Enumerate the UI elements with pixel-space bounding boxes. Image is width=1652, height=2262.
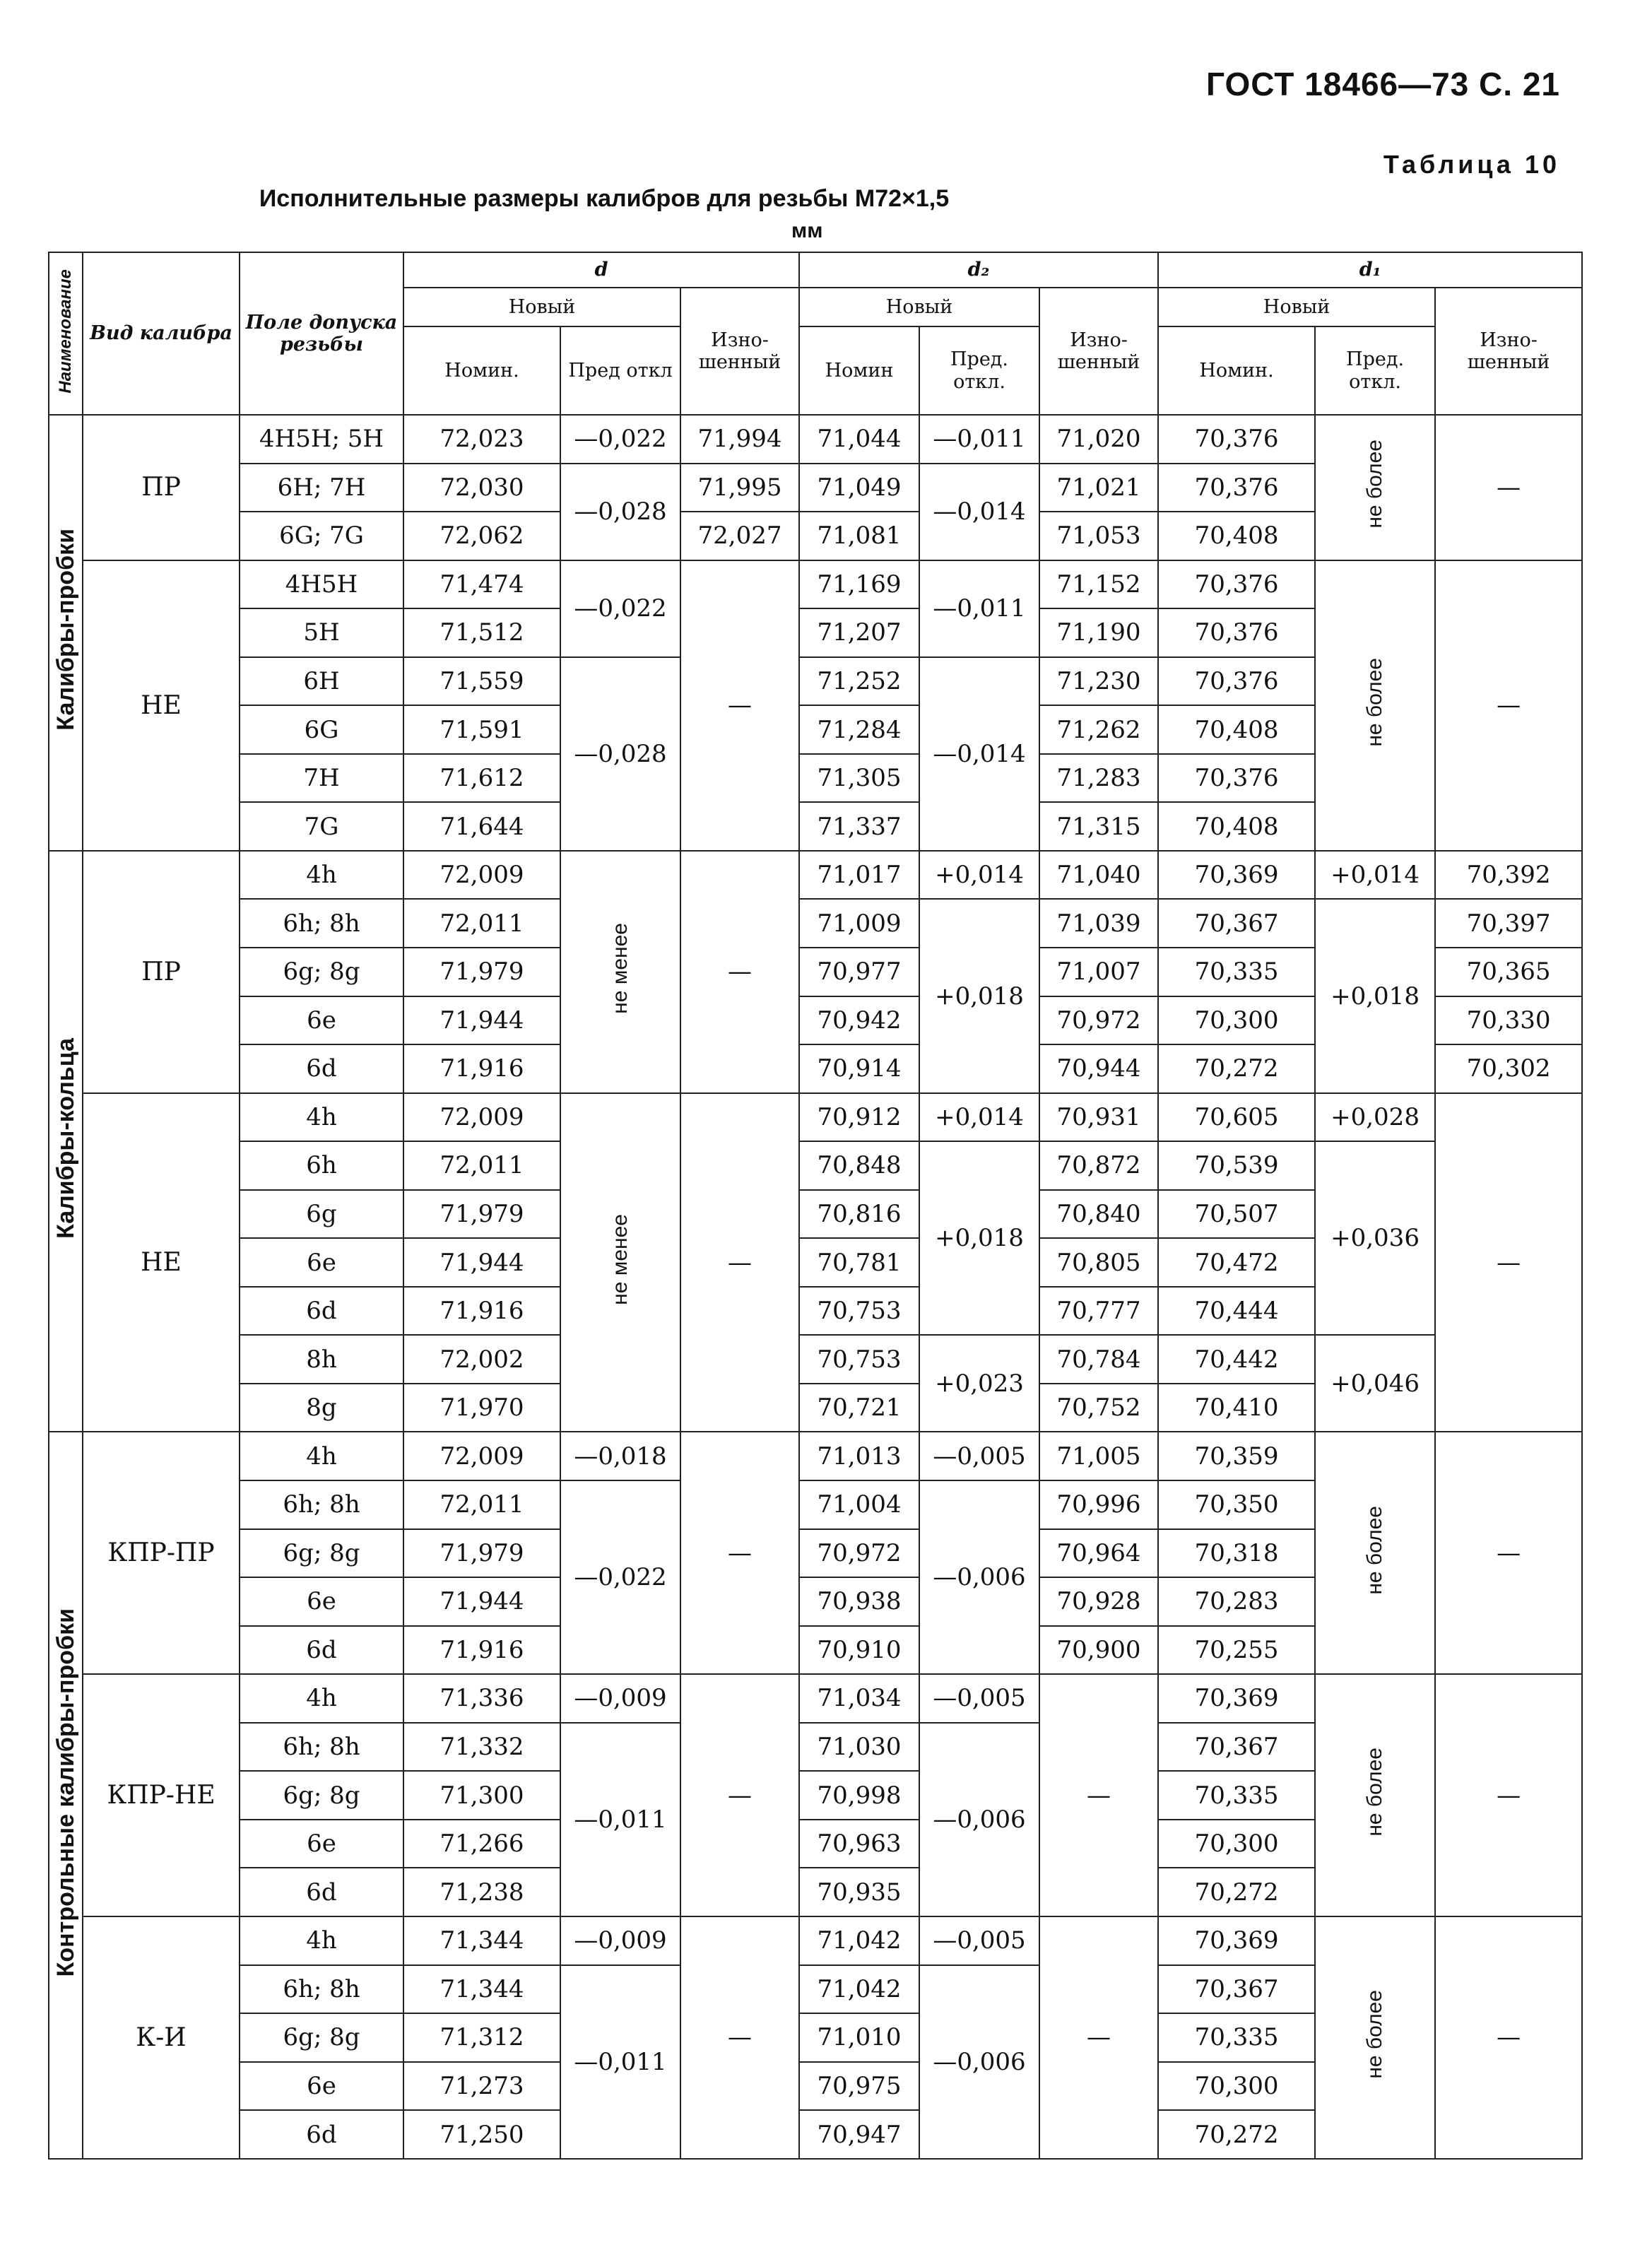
table-row [49, 1335, 1582, 1384]
cell-d-nom: 71,512 [403, 608, 560, 657]
cell-d-worn: — [680, 1916, 799, 2159]
cell-d1-worn: 70,392 [1435, 851, 1582, 900]
cell-d2-nom: 70,721 [799, 1384, 919, 1432]
cell-d2-nom: 70,947 [799, 2110, 919, 2159]
cell-d1-nom: 70,376 [1158, 560, 1315, 609]
cell-d1-worn: — [1435, 560, 1582, 851]
cell-d2-nom: 70,816 [799, 1190, 919, 1239]
cell-d2-nom: 70,977 [799, 948, 919, 996]
cell-d1-nom: 70,335 [1158, 948, 1315, 996]
col-header-pole: Поле допуска резьбы [240, 252, 403, 415]
cell-d2-nom: 71,207 [799, 608, 919, 657]
cell-pole: 6h; 8h [240, 1480, 403, 1529]
cell-d-nom: 72,030 [403, 464, 560, 512]
cell-d2-nom: 70,910 [799, 1626, 919, 1675]
cell-d2-nom: 71,042 [799, 1916, 919, 1965]
cell-pole: 6e [240, 996, 403, 1045]
cell-pole: 4h [240, 1093, 403, 1142]
cell-d-nom: 71,336 [403, 1674, 560, 1723]
cell-d2-nom: 71,030 [799, 1723, 919, 1772]
cell-d-nom: 71,273 [403, 2062, 560, 2111]
group-label-probki: Калибры-пробки [49, 415, 83, 851]
cell-d-nom: 71,944 [403, 1238, 560, 1287]
cell-d2-nom: 71,034 [799, 1674, 919, 1723]
table-row [49, 899, 1582, 948]
cell-d1-nom: 70,350 [1158, 1480, 1315, 1529]
cell-d1-worn: 70,302 [1435, 1044, 1582, 1093]
cell-d2-worn: 70,784 [1039, 1335, 1158, 1384]
cell-d-nom: 72,062 [403, 512, 560, 560]
cell-d2-pred: —0,006 [919, 1480, 1039, 1674]
cell-d-nom: 71,979 [403, 1190, 560, 1239]
cell-d2-worn: 71,020 [1039, 415, 1158, 464]
cell-d-nom: 71,916 [403, 1044, 560, 1093]
cell-pole: 8h [240, 1335, 403, 1384]
cell-d2-nom: 71,017 [799, 851, 919, 900]
cell-d2-nom: 71,081 [799, 512, 919, 560]
cell-d-worn: — [680, 1093, 799, 1432]
cell-d-nom: 71,474 [403, 560, 560, 609]
cell-d1-nom: 70,444 [1158, 1287, 1315, 1336]
cell-d-nom: 72,011 [403, 1480, 560, 1529]
cell-pole: 7G [240, 802, 403, 851]
col-header-d2: d₂ [799, 252, 1158, 288]
cell-d2-worn: 71,053 [1039, 512, 1158, 560]
cell-d2-nom: 70,914 [799, 1044, 919, 1093]
cell-d2-pred: —0,006 [919, 1965, 1039, 2160]
cell-d1-nom: 70,335 [1158, 2013, 1315, 2062]
cell-d2-worn: 70,872 [1039, 1141, 1158, 1190]
cell-d-nom: 71,312 [403, 2013, 560, 2062]
cell-d2-nom: 70,753 [799, 1335, 919, 1384]
cell-pole: 6e [240, 1238, 403, 1287]
col-header-d1: d₁ [1158, 252, 1582, 288]
cell-pole: 6d [240, 1868, 403, 1916]
cell-d1-pred: +0,028 [1315, 1093, 1435, 1142]
cell-d1-nom: 70,472 [1158, 1238, 1315, 1287]
col-header-d-new: Новый [403, 288, 680, 326]
col-header-d-pred: Пред откл [560, 326, 680, 415]
cell-d2-worn: — [1039, 1916, 1158, 2159]
table-row [49, 1093, 1582, 1142]
cell-d-pred: —0,022 [560, 415, 680, 464]
cell-d1-nom: 70,605 [1158, 1093, 1315, 1142]
cell-d2-worn: 71,021 [1039, 464, 1158, 512]
table-row [49, 415, 1582, 464]
cell-d1-nom: 70,369 [1158, 1916, 1315, 1965]
cell-d-nom: 72,023 [403, 415, 560, 464]
cell-d2-pred: +0,014 [919, 1093, 1039, 1142]
cell-d-nom: 71,559 [403, 657, 560, 706]
cell-d2-nom: 71,284 [799, 705, 919, 754]
note-ne-bolee: не более [1315, 415, 1435, 560]
col-header-d1-pred: Пред. откл. [1315, 326, 1435, 415]
cell-d2-worn: — [1039, 1674, 1158, 1916]
note-ne-bolee: не более [1315, 1916, 1435, 2159]
cell-d1-nom: 70,442 [1158, 1335, 1315, 1384]
cell-d-nom: 71,300 [403, 1771, 560, 1820]
cell-d1-worn: 70,330 [1435, 996, 1582, 1045]
cell-d-nom: 71,612 [403, 754, 560, 803]
table-row [49, 1916, 1582, 1965]
cell-pole: 4h [240, 1916, 403, 1965]
cell-pole: 6h; 8h [240, 1965, 403, 2014]
col-header-d2-pred: Пред. откл. [919, 326, 1039, 415]
cell-d2-worn: 71,262 [1039, 705, 1158, 754]
table-row [49, 560, 1582, 609]
col-header-d2-nom: Номин [799, 326, 919, 415]
cell-d2-pred: +0,023 [919, 1335, 1039, 1432]
kind-label: КПР-ПР [83, 1432, 240, 1674]
cell-pole: 7H [240, 754, 403, 803]
cell-d2-nom: 71,044 [799, 415, 919, 464]
cell-d2-worn: 70,964 [1039, 1529, 1158, 1578]
table-row [49, 1141, 1582, 1190]
col-header-d2-worn: Изно-шенный [1039, 288, 1158, 415]
cell-d-nom: 71,916 [403, 1287, 560, 1336]
cell-d2-worn: 70,840 [1039, 1190, 1158, 1239]
cell-d2-pred: —0,005 [919, 1674, 1039, 1723]
note-ne-menee: не менее [560, 851, 680, 1093]
cell-pole: 6H [240, 657, 403, 706]
note-ne-menee: не менее [560, 1093, 680, 1432]
kind-label: НЕ [83, 1093, 240, 1432]
cell-d-pred: —0,011 [560, 1723, 680, 1916]
cell-d2-nom: 71,042 [799, 1965, 919, 2014]
cell-pole: 4h [240, 1674, 403, 1723]
cell-d1-nom: 70,272 [1158, 1044, 1315, 1093]
cell-d-pred: —0,009 [560, 1674, 680, 1723]
cell-d-nom: 71,916 [403, 1626, 560, 1675]
cell-d2-worn: 71,005 [1039, 1432, 1158, 1480]
cell-d-nom: 71,644 [403, 802, 560, 851]
cell-pole: 4H5H; 5H [240, 415, 403, 464]
cell-d1-nom: 70,300 [1158, 996, 1315, 1045]
table-row [49, 1674, 1582, 1723]
cell-d1-worn: — [1435, 1674, 1582, 1916]
cell-d-nom: 71,238 [403, 1868, 560, 1916]
table-number-label: Таблица 10 [1383, 150, 1560, 179]
cell-d-nom: 72,011 [403, 899, 560, 948]
note-ne-bolee: не более [1315, 560, 1435, 851]
cell-pole: 6h [240, 1141, 403, 1190]
kind-label: ПР [83, 851, 240, 1093]
cell-pole: 6g; 8g [240, 2013, 403, 2062]
cell-d2-nom: 70,998 [799, 1771, 919, 1820]
cell-d1-nom: 70,376 [1158, 657, 1315, 706]
cell-d1-nom: 70,408 [1158, 705, 1315, 754]
cell-pole: 6h; 8h [240, 1723, 403, 1772]
cell-d2-worn: 71,230 [1039, 657, 1158, 706]
cell-d-worn: — [680, 560, 799, 851]
cell-pole: 6d [240, 1044, 403, 1093]
cell-pole: 6h; 8h [240, 899, 403, 948]
cell-d2-worn: 71,040 [1039, 851, 1158, 900]
cell-pole: 6d [240, 1287, 403, 1336]
cell-d1-worn: — [1435, 1916, 1582, 2159]
col-header-d1-worn: Изно-шенный [1435, 288, 1582, 415]
cell-pole: 6H; 7H [240, 464, 403, 512]
cell-d2-pred: —0,005 [919, 1916, 1039, 1965]
cell-d2-worn: 71,152 [1039, 560, 1158, 609]
gauge-dimensions-table [48, 252, 1583, 2160]
cell-d2-worn: 71,039 [1039, 899, 1158, 948]
cell-d2-worn: 71,190 [1039, 608, 1158, 657]
col-header-d-worn: Изно-шенный [680, 288, 799, 415]
cell-d-nom: 72,011 [403, 1141, 560, 1190]
cell-d-nom: 72,009 [403, 851, 560, 900]
cell-d2-worn: 71,315 [1039, 802, 1158, 851]
cell-pole: 6d [240, 2110, 403, 2159]
cell-d2-worn: 70,805 [1039, 1238, 1158, 1287]
cell-d1-nom: 70,376 [1158, 464, 1315, 512]
cell-pole: 4h [240, 1432, 403, 1480]
note-ne-bolee: не более [1315, 1674, 1435, 1916]
cell-pole: 6G [240, 705, 403, 754]
cell-d-nom: 71,944 [403, 996, 560, 1045]
cell-d-nom: 71,591 [403, 705, 560, 754]
cell-pole: 4h [240, 851, 403, 900]
cell-d1-nom: 70,376 [1158, 754, 1315, 803]
kind-label: К-И [83, 1916, 240, 2159]
cell-d-nom: 71,944 [403, 1577, 560, 1626]
cell-d2-nom: 71,009 [799, 899, 919, 948]
cell-d1-worn: 70,397 [1435, 899, 1582, 948]
cell-d1-nom: 70,300 [1158, 1820, 1315, 1868]
cell-d2-pred: +0,018 [919, 1141, 1039, 1335]
col-header-d: d [403, 252, 799, 288]
cell-d2-nom: 71,305 [799, 754, 919, 803]
cell-pole: 5H [240, 608, 403, 657]
cell-d2-pred: —0,005 [919, 1432, 1039, 1480]
cell-d-nom: 71,332 [403, 1723, 560, 1772]
cell-d2-worn: 70,972 [1039, 996, 1158, 1045]
cell-d1-nom: 70,255 [1158, 1626, 1315, 1675]
cell-d2-nom: 71,010 [799, 2013, 919, 2062]
table-row [49, 851, 1582, 900]
cell-d1-nom: 70,272 [1158, 2110, 1315, 2159]
cell-d2-nom: 71,252 [799, 657, 919, 706]
cell-d2-pred: —0,011 [919, 560, 1039, 657]
units-label: мм [791, 219, 823, 242]
cell-d1-nom: 70,408 [1158, 512, 1315, 560]
cell-d-pred: —0,028 [560, 657, 680, 851]
cell-d-pred: —0,028 [560, 464, 680, 560]
col-header-naimenovanie: Наименование [49, 252, 83, 415]
cell-d1-nom: 70,410 [1158, 1384, 1315, 1432]
cell-d1-nom: 70,335 [1158, 1771, 1315, 1820]
cell-d2-nom: 71,169 [799, 560, 919, 609]
cell-d2-pred: +0,014 [919, 851, 1039, 900]
kind-label: НЕ [83, 560, 240, 851]
cell-d2-nom: 70,963 [799, 1820, 919, 1868]
cell-d2-nom: 70,753 [799, 1287, 919, 1336]
cell-d-worn: — [680, 1432, 799, 1674]
cell-d1-nom: 70,539 [1158, 1141, 1315, 1190]
cell-d2-worn: 70,931 [1039, 1093, 1158, 1142]
cell-pole: 6g; 8g [240, 948, 403, 996]
cell-d-pred: —0,022 [560, 1480, 680, 1674]
group-label-koltsa: Калибры-кольца [49, 851, 83, 1432]
cell-d1-pred: +0,018 [1315, 899, 1435, 1092]
cell-d1-nom: 70,369 [1158, 851, 1315, 900]
cell-d2-nom: 70,942 [799, 996, 919, 1045]
col-header-d-nom: Номин. [403, 326, 560, 415]
cell-d2-pred: +0,018 [919, 899, 1039, 1092]
cell-d-pred: —0,022 [560, 560, 680, 657]
cell-pole: 6g [240, 1190, 403, 1239]
document-code: ГОСТ 18466—73 С. 21 [1205, 66, 1560, 102]
cell-d1-nom: 70,318 [1158, 1529, 1315, 1578]
note-ne-bolee: не более [1315, 1432, 1435, 1674]
cell-d2-worn: 70,777 [1039, 1287, 1158, 1336]
cell-d2-nom: 70,912 [799, 1093, 919, 1142]
cell-d2-worn: 70,996 [1039, 1480, 1158, 1529]
cell-pole: 6e [240, 1820, 403, 1868]
cell-d1-pred: +0,036 [1315, 1141, 1435, 1335]
cell-d2-nom: 71,049 [799, 464, 919, 512]
cell-d-nom: 72,009 [403, 1432, 560, 1480]
cell-d2-nom: 71,337 [799, 802, 919, 851]
kind-label: КПР-НЕ [83, 1674, 240, 1916]
col-header-vid: Вид калибра [83, 252, 240, 415]
cell-d-pred: —0,009 [560, 1916, 680, 1965]
cell-d1-nom: 70,359 [1158, 1432, 1315, 1480]
cell-d-nom: 72,009 [403, 1093, 560, 1142]
cell-d2-worn: 70,928 [1039, 1577, 1158, 1626]
cell-d-nom: 71,250 [403, 2110, 560, 2159]
cell-d2-nom: 71,013 [799, 1432, 919, 1480]
cell-pole: 4H5H [240, 560, 403, 609]
col-header-d2-new: Новый [799, 288, 1039, 326]
cell-d2-nom: 70,972 [799, 1529, 919, 1578]
group-label-kontrol: Контрольные калибры-пробки [49, 1432, 83, 2159]
cell-d1-worn: — [1435, 1093, 1582, 1432]
cell-d2-nom: 70,935 [799, 1868, 919, 1916]
table-title: Исполнительные размеры калибров для резьбы М72×1,5 [259, 185, 950, 212]
cell-pole: 6g; 8g [240, 1771, 403, 1820]
cell-pole: 6g; 8g [240, 1529, 403, 1578]
cell-d1-nom: 70,272 [1158, 1868, 1315, 1916]
cell-pole: 6G; 7G [240, 512, 403, 560]
cell-d2-pred: —0,014 [919, 657, 1039, 851]
cell-d-worn: 71,994 [680, 415, 799, 464]
cell-d2-worn: 70,944 [1039, 1044, 1158, 1093]
cell-d1-nom: 70,408 [1158, 802, 1315, 851]
cell-d1-nom: 70,367 [1158, 1723, 1315, 1772]
cell-d2-nom: 71,004 [799, 1480, 919, 1529]
col-header-d1-nom: Номин. [1158, 326, 1315, 415]
cell-d-nom: 72,002 [403, 1335, 560, 1384]
cell-d2-nom: 70,781 [799, 1238, 919, 1287]
cell-pole: 6e [240, 1577, 403, 1626]
table-row [49, 1432, 1582, 1480]
cell-d2-worn: 70,900 [1039, 1626, 1158, 1675]
cell-d-worn: — [680, 1674, 799, 1916]
cell-d2-pred: —0,011 [919, 415, 1039, 464]
kind-label: ПР [83, 415, 240, 560]
cell-d-worn: 72,027 [680, 512, 799, 560]
cell-d2-nom: 70,848 [799, 1141, 919, 1190]
cell-d-worn: 71,995 [680, 464, 799, 512]
cell-d1-worn: 70,365 [1435, 948, 1582, 996]
cell-d1-nom: 70,376 [1158, 608, 1315, 657]
cell-d-pred: —0,018 [560, 1432, 680, 1480]
cell-d1-nom: 70,300 [1158, 2062, 1315, 2111]
cell-d2-pred: —0,014 [919, 464, 1039, 560]
cell-pole: 6e [240, 2062, 403, 2111]
cell-d-nom: 71,344 [403, 1965, 560, 2014]
cell-d2-worn: 71,007 [1039, 948, 1158, 996]
cell-d2-worn: 70,752 [1039, 1384, 1158, 1432]
cell-d2-pred: —0,006 [919, 1723, 1039, 1916]
cell-pole: 8g [240, 1384, 403, 1432]
cell-pole: 6d [240, 1626, 403, 1675]
cell-d2-worn: 71,283 [1039, 754, 1158, 803]
cell-d1-pred: +0,014 [1315, 851, 1435, 900]
cell-d1-nom: 70,367 [1158, 899, 1315, 948]
cell-d1-nom: 70,367 [1158, 1965, 1315, 2014]
cell-d1-worn: — [1435, 1432, 1582, 1674]
cell-d1-nom: 70,376 [1158, 415, 1315, 464]
cell-d-nom: 71,979 [403, 1529, 560, 1578]
cell-d-nom: 71,344 [403, 1916, 560, 1965]
cell-d1-worn: — [1435, 415, 1582, 560]
cell-d2-nom: 70,938 [799, 1577, 919, 1626]
cell-d-pred: —0,011 [560, 1965, 680, 2160]
cell-d1-nom: 70,369 [1158, 1674, 1315, 1723]
cell-d1-nom: 70,283 [1158, 1577, 1315, 1626]
header-row-1 [49, 252, 1582, 288]
cell-d2-nom: 70,975 [799, 2062, 919, 2111]
cell-d-nom: 71,970 [403, 1384, 560, 1432]
cell-d1-pred: +0,046 [1315, 1335, 1435, 1432]
cell-d-worn: — [680, 851, 799, 1093]
cell-d-nom: 71,979 [403, 948, 560, 996]
cell-d1-nom: 70,507 [1158, 1190, 1315, 1239]
cell-d-nom: 71,266 [403, 1820, 560, 1868]
col-header-d1-new: Новый [1158, 288, 1435, 326]
